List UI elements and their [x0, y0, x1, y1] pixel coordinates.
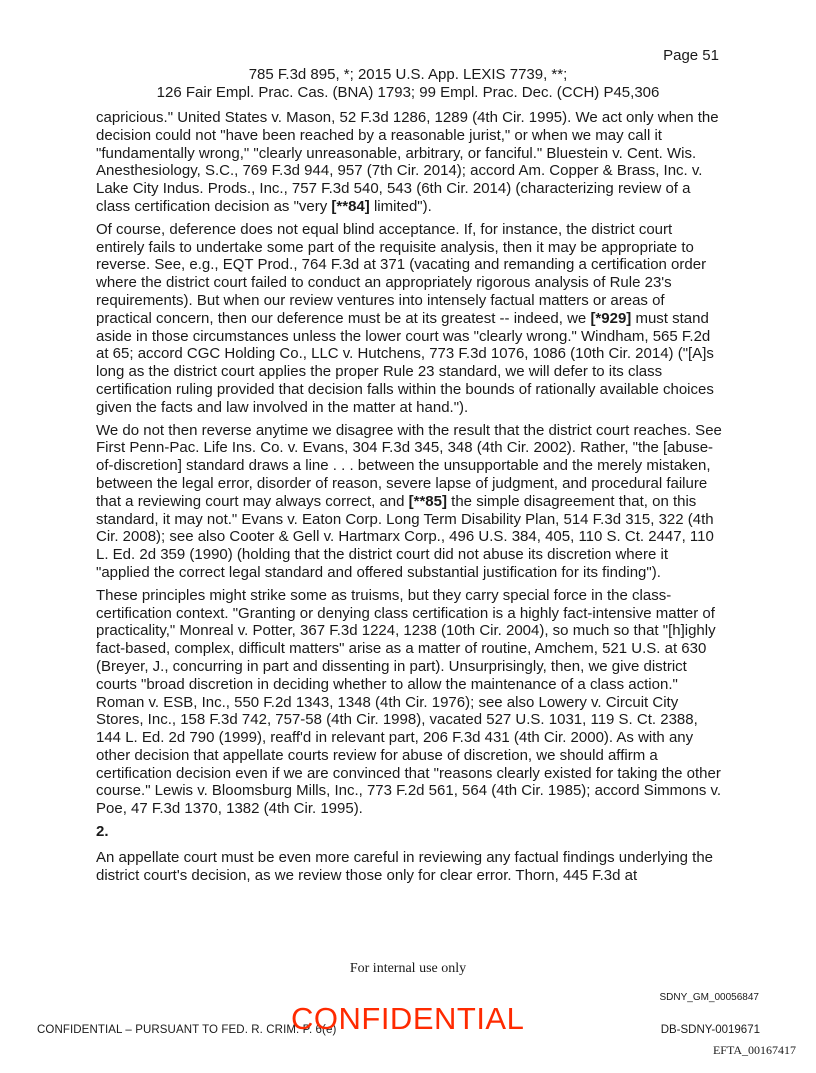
- paragraph-text: must stand aside in those circumstances unless the lower court was "clearly wrong." Windham, 565 F.2d at 65; accord CGC Holding Co., LLC v. Hutchens, 773 F.3d 1076, 1086 (10th Cir. 2014) ("[A]s long as the district court applies the proper Rule 23 standard, we will defer to its class certification ruling provided that decision falls within the bounds of rationally available choices given the facts and law involved in the matter at hand.").: [96, 309, 714, 416]
- star-page-marker: [**85]: [408, 492, 447, 510]
- section-heading: 2.: [96, 823, 109, 841]
- paragraph-text: Of course, deference does not equal blind acceptance. If, for instance, the district court entirely fails to undertake some part of the requisite analysis, then it may be appropriate to reverse. See, e.g., EQT Prod., 764 F.3d at 371 (vacating and remanding a certification order where the district court failed to conduct an appropriately rigorous analysis of Rule 23's requirements). But when our review ventures into intensely factual matters or areas of practical concern, then our deference must be at its greatest -- indeed, we: [96, 220, 707, 327]
- bates-number-sdny: SDNY_GM_00056847: [659, 992, 759, 1003]
- internal-use-note: For internal use only: [349, 961, 467, 976]
- paragraph: [96, 422, 724, 582]
- paragraph: An appellate court must be even more careful in reviewing any factual findings underlying the district court's decision, as we review those only for clear error. Thorn, 445 F.3d at: [96, 848, 714, 884]
- star-page-marker: [**84]: [331, 197, 370, 215]
- paragraph: These principles might strike some as truisms, but they carry special force in the class-certification context. "Granting or denying class certification is a highly fact-intensive matter of practicality," Monreal v. Potter, 367 F.3d 1224, 1238 (10th Cir. 2004), so much so that "[h]ighly fact-based, complex, difficult matters" arise as a matter of routine, Amchem, 521 U.S. at 630 (Breyer, J., concurring in part and dissenting in part). Unsurprisingly, then, we give district courts "broad discretion in deciding whether to allow the maintenance of a class action." Roman v. ESB, Inc., 550 F.2d 1343, 1348 (4th Cir. 1976); see also Lowery v. Circuit City Stores, Inc., 158 F.3d 742, 757-58 (4th Cir. 1998), vacated 527 U.S. 1031, 119 S. Ct. 2388, 144 L. Ed. 2d 790 (1999), reaff'd in relevant part, 206 F.3d 431 (4th Cir. 2000). As with any other decision that appellate courts review for abuse of discretion, we should affirm a certification decision even if we are convinced that "reasons clearly existed for taking the other course." Lewis v. Bloomsburg Mills, Inc., 773 F.2d 561, 564 (4th Cir. 1985); accord Simmons v. Poe, 47 F.3d 1370, 1382 (4th Cir. 1995).: [96, 586, 722, 818]
- star-page-marker: [*929]: [590, 309, 632, 327]
- paragraph-text: capricious." United States v. Mason, 52 F.3d 1286, 1289 (4th Cir. 1995). We act only when the decision could not "have been reached by a reasonable jurist," or when we may call it "fundamentally wrong," "clearly unreasonable, arbitrary, or fanciful." Bluestein v. Cent. Wis. Anesthesiology, S.C., 769 F.3d 944, 957 (7th Cir. 2014); accord Am. Copper & Brass, Inc. v. Lake City Indus. Prods., Inc., 757 F.3d 540, 543 (6th Cir. 2014) (characterizing review of a class certification decision as "very: [96, 109, 719, 215]
- citation-line-2: 126 Fair Empl. Prac. Cas. (BNA) 1793; 99 Empl. Prac. Dec. (CCH) P45,306: [156, 84, 660, 101]
- paragraph: [96, 221, 724, 417]
- paragraph-text: limited").: [373, 197, 432, 215]
- citation-line-1: 785 F.3d 895, *; 2015 U.S. App. LEXIS 7739, **;: [248, 66, 568, 83]
- bates-number-efta: EFTA_00167417: [712, 1043, 796, 1057]
- confidential-stamp: CONFIDENTIAL: [291, 1001, 525, 1036]
- page-number: Page 51: [663, 47, 719, 64]
- paragraph-text: We do not then reverse anytime we disagree with the result that the district court reaches. See First Penn-Pac. Life Ins. Co. v. Evans, 304 F.3d 345, 348 (4th Cir. 2002). Rather, "the [abuse-of-discretion] standard draws a line . . . between the unsupportable and the merely mistaken, between the legal error, disorder of reason, severe lapse of judgment, and procedural failure that a reviewing court may always correct, and: [96, 421, 722, 510]
- bates-number-db: DB-SDNY-0019671: [660, 1024, 760, 1036]
- confidentiality-notice: CONFIDENTIAL – PURSUANT TO FED. R. CRIM. P. 6(e): [37, 1024, 337, 1036]
- opinion-body: [96, 109, 724, 889]
- paragraph: [96, 109, 724, 216]
- paragraph-text: the simple disagreement that, on this standard, it may not." Evans v. Eaton Corp. Long Term Disability Plan, 514 F.3d 315, 322 (4th Cir. 2008); see also Cooter & Gell v. Hartmarx Corp., 496 U.S. 384, 405, 110 S. Ct. 2447, 110 L. Ed. 2d 359 (1990) (holding that the district court did not abuse its discretion where it "applied the correct legal standard and offered substantial justification for its finding").: [96, 492, 714, 581]
